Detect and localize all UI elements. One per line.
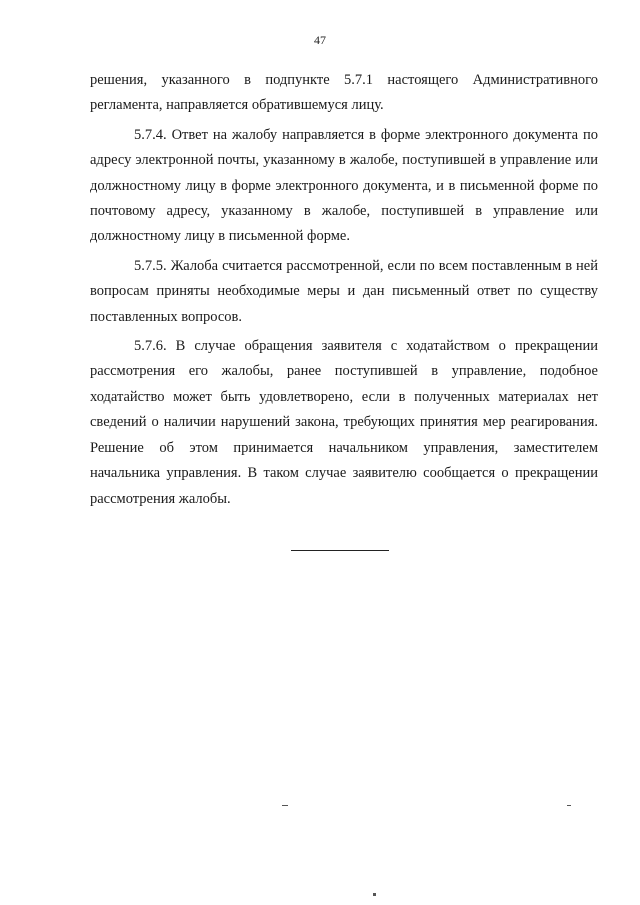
- paragraph-5-7-5: 5.7.5. Жалоба считается рассмотренной, если по всем поставленным в ней вопросам приняты необходимые меры и дан письменный ответ по существу поставленных вопросов.: [90, 257, 598, 325]
- paragraph-continuation: решения, указанного в подпункте 5.7.1 настоящего Административного регламента, направляется обратившемуся лицу.: [90, 72, 598, 114]
- scan-speck: [567, 805, 571, 806]
- page-number: 47: [314, 33, 326, 47]
- end-of-text-rule: [291, 550, 389, 551]
- document-body: [90, 68, 598, 516]
- paragraph-5-7-6: 5.7.6. В случае обращения заявителя с ходатайством о прекращении рассмотрения его жалобы, ранее поступившей в управление, подобное ходатайство может быть удовлетворено, если в полученных материалах нет сведений о наличии нарушений закона, требующих принятия мер реагирования. Решение об этом принимается начальником управления, заместителем начальника управления. В таком случае заявителю сообщается о прекращении рассмотрения жалобы.: [90, 338, 598, 507]
- scan-speck: [282, 805, 288, 806]
- scan-speck: [373, 893, 376, 896]
- paragraph-5-7-4: 5.7.4. Ответ на жалобу направляется в форме электронного документа по адресу электронной почты, указанному в жалобе, поступившей в управление или должностному лицу в форме электронного документа, и в письменной форме по почтовому адресу, указанному в жалобе, поступившей в управление или должностному лицу в письменной форме.: [90, 126, 598, 245]
